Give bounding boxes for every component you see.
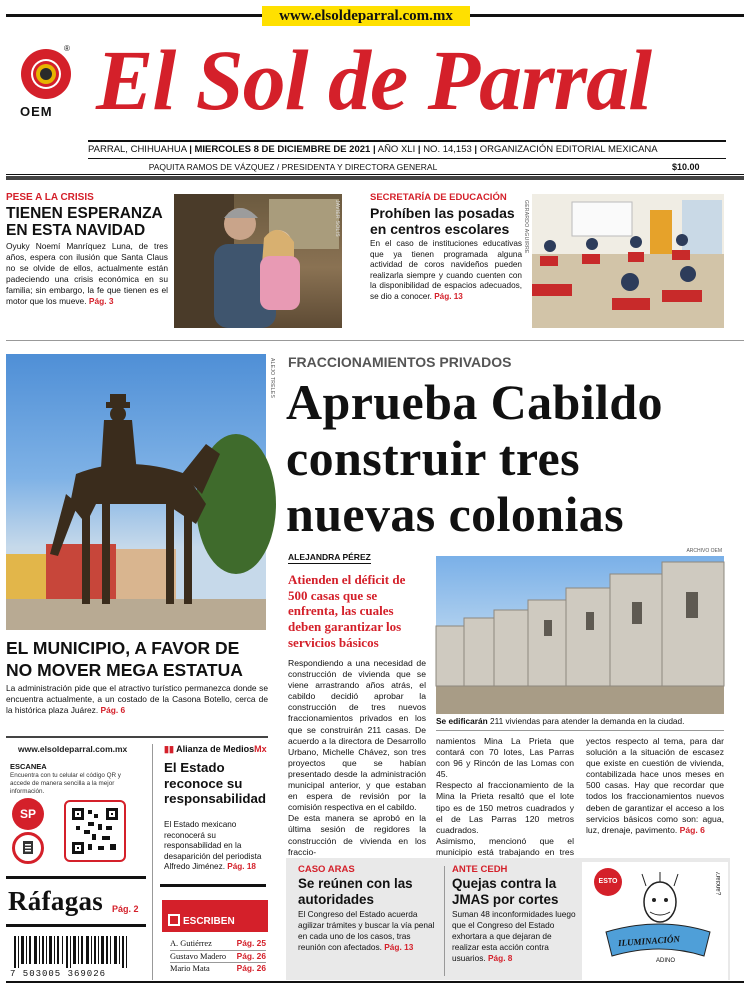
escriben-name: Gustavo Madero (170, 951, 227, 961)
photo-houses-credit: ARCHIVO OEM (686, 548, 722, 554)
cartoon (582, 862, 728, 980)
bottom2-page[interactable]: Pág. 8 (487, 952, 513, 963)
story-posadas (370, 192, 522, 303)
bottom1-body: El Congreso del Estado acuerda agilizar trámites y buscar la vía penal en cada uno de los casos, tras reunión con afectados. (298, 909, 435, 952)
cartoon-banner: ILUMINACIÓN (617, 933, 681, 949)
main-deck: Atienden el déficit de 500 casas que se enfrenta, las cuales deben garantizar los servicios básicos (288, 572, 406, 650)
newspaper-icon (15, 835, 41, 861)
story1-headline[interactable]: TIENEN ESPERANZA EN ESTA NAVIDAD (6, 205, 163, 239)
photo-grandmother-child (174, 194, 342, 328)
escriben-row[interactable] (170, 951, 266, 964)
date: MIERCOLES 8 DE DICIEMBRE DE 2021 (194, 144, 371, 155)
main-byline: ALEJANDRA PÉREZ (288, 552, 371, 562)
alianza-label: Alianza de Medios (176, 744, 255, 754)
alianza-icon: ▮▮ (164, 744, 174, 754)
main-headline[interactable]: Aprueba Cabildo construir tres nuevas colonias (286, 374, 663, 542)
barcode (10, 936, 136, 978)
photo-statue (6, 354, 275, 630)
bottom2-body: Suman 48 inconformidades luego que el Congreso del Estado exhortara a que dejaran de realizar esta acción contra usuarios. (452, 909, 576, 963)
caption-lead: Se edificarán (436, 716, 488, 726)
story-esperanza (6, 192, 168, 306)
main-page[interactable]: Pág. 6 (679, 824, 705, 835)
alianza-mx: Mx (254, 744, 267, 754)
qr-code[interactable] (64, 800, 126, 862)
oem-logo (18, 44, 74, 120)
escriben-page: Pág. 25 (236, 938, 266, 948)
photo-houses-caption (436, 716, 724, 726)
main-col3: yectos respecto al tema, para dar solución a la situación de escasez que existe en cuestión de vivienda, contabilizada hace unos meses en 500 casas. Hay que recordar que todos los fraccionamientos nuevos deben de garantizar el acceso a los servicios básicos como son: agua, luz, drenaje, pavimento. (586, 736, 724, 835)
escriben-page: Pág. 26 (236, 963, 266, 973)
photo-houses (436, 548, 724, 714)
qr-icon (72, 808, 118, 854)
scan-title: ESCANEA (10, 762, 47, 771)
story-jmas (452, 864, 576, 976)
grandmother-illustration (174, 194, 342, 328)
oem-label: OEM (20, 104, 53, 119)
story2-headline[interactable]: Prohíben las posadas en centros escolares (370, 205, 515, 237)
bottom1-page[interactable]: Pág. 13 (384, 941, 414, 952)
barcode-digits: 7 503005 369026 (10, 969, 107, 979)
director-line: PAQUITA RAMOS DE VÁZQUEZ / PRESIDENTA Y DIRECTORA GENERAL (148, 162, 438, 172)
bottom1-headline[interactable]: Se reúnen con las autoridades (298, 876, 413, 907)
story1-kicker: PESE A LA CRISIS (6, 192, 94, 203)
masthead-url-box (262, 6, 470, 26)
photo-classroom (523, 194, 724, 328)
sp-badge[interactable] (12, 798, 44, 830)
main-col2: namientos Mina La Prieta que contará con 70 lotes, Las Parras con 96 y Rincón de las Lomas con 45. Respecto al fraccionamiento de la Mina la Prieta resaltó que el lote tipo es de 150 metros cuadrados y el de Las Parras 120 metros cuadrados. Asimismo, mencionó que el municipio está trabajando en tres (436, 736, 574, 857)
story1-page[interactable]: Pág. 3 (88, 295, 114, 306)
paper-icon[interactable] (12, 832, 44, 864)
story2-credit: GERARDO AGUIRRE (523, 200, 529, 254)
escriben-row[interactable] (170, 963, 266, 975)
escriben-page: Pág. 26 (236, 950, 266, 961)
statue-page[interactable]: Pág. 6 (100, 705, 126, 715)
sp-label: SP (19, 807, 36, 821)
masthead-title: El Sol de Parral (96, 32, 652, 128)
houses-illustration (436, 556, 724, 714)
main-kicker: FRACCIONAMIENTOS PRIVADOS (288, 354, 512, 370)
masthead-url[interactable]: www.elsoldeparral.com.mx (279, 8, 453, 24)
main-col1: Respondiendo a una necesidad de construcción de vivienda que se viene arrastrando años atrás, el cabildo decidió aprobar la construcción de tres nuevos fraccionamientos privados en los que se construirán 211 casas. De acuerdo a la directora de Desarrollo Urbano, Michelle Chávez, son tres proyectos que se habían presentado desde la administración municipal anterior, y que estaban en espera de revisión por la comisión respectiva en el cabildo. De esta manera se aprobó en la última sesión de regidores la construcción de vivienda en los fraccio- (288, 658, 426, 857)
story-caso-aras (298, 864, 438, 953)
escriben-name: A. Gutiérrez (170, 939, 212, 948)
publisher: ORGANIZACIÓN EDITORIAL MEXICANA (479, 144, 658, 155)
price: $10.00 (672, 162, 700, 172)
sidebar-url[interactable]: www.elsoldeparral.com.mx (18, 744, 128, 754)
dateline: PARRAL, CHIHUAHUA | MIERCOLES 8 DE DICIEMBRE DE 2021 | AÑO XLI | NO. 14,153 | ORGANIZACIÓN EDITORIAL MEXICANA (88, 144, 658, 155)
escriben-row[interactable] (170, 938, 266, 951)
statue-headline[interactable]: EL MUNICIPIO, A FAVOR DE NO MOVER MEGA ESTATUA (6, 638, 243, 680)
masthead-reg: ® (64, 44, 70, 53)
pen-icon (168, 914, 180, 926)
caption-text: 211 viviendas para atender la demanda en la ciudad. (489, 716, 685, 726)
bottom2-kicker: ANTE CEDH (452, 864, 508, 875)
bottom1-kicker: CASO ARAS (298, 864, 355, 875)
escriben-header (162, 900, 268, 932)
escriben-title: ESCRIBEN (183, 916, 235, 927)
alianza-page[interactable]: Pág. 18 (227, 862, 256, 872)
cartoon-side: ¿anclar? (716, 872, 722, 896)
statue-body: La administración pide que el atractivo turístico permanezca donde se encuentra actualmente, a un costado de la Casona Botello, cerca de la histórica plaza Juárez. (6, 683, 268, 715)
escriben-list (170, 938, 266, 975)
story2-body: En el caso de instituciones educativas que ya tienen programada alguna actividad de coros navideños pueden realizarla siempre y cuando cuenten con la disponibilidad de espacios adecuados, se dio a conocer. (370, 239, 522, 301)
rafagas-title[interactable]: Ráfagas (8, 886, 104, 916)
location: PARRAL, CHIHUAHUA (88, 144, 187, 155)
classroom-illustration (532, 194, 724, 328)
year: AÑO XLI (377, 144, 416, 155)
story1-body: Oyuky Noemí Manríquez Luna, de tres años, espera con ilusión que Santa Claus no se olvide de ellos, actualmente están padeciendo una crisis económica en su familia; sin embargo, la fe que tienen es el motor que los mueve. (6, 241, 168, 306)
story1-credit: JAVIER SOLIS (334, 200, 340, 237)
story2-kicker: SECRETARÍA DE EDUCACIÓN (370, 192, 507, 203)
bottom2-headline[interactable]: Quejas contra la JMAS por cortes (452, 876, 559, 907)
esto-label: ESTO (598, 878, 618, 885)
alianza-body: El Estado mexicano reconocerá su responsabilidad en la desaparición del periodista Alfredo Jiménez. (164, 820, 262, 872)
statue-credit: ALEJO TRELES (269, 358, 275, 399)
escriben-name: Mario Mata (170, 964, 210, 973)
issue-number: NO. 14,153 (423, 144, 472, 155)
story2-page[interactable]: Pág. 13 (434, 291, 463, 301)
rafagas-page[interactable]: Pág. 2 (112, 904, 139, 914)
barcode-icon (10, 936, 136, 968)
scan-text: Encuentra con tu celular el código QR y accede de manera sencilla a la mejor información. (10, 772, 121, 795)
statue-illustration (6, 354, 266, 630)
alianza-headline[interactable]: El Estado reconoce su responsabilidad (164, 760, 266, 807)
cartoon-artist: ADINO (656, 958, 676, 964)
alianza-brand (164, 744, 267, 755)
